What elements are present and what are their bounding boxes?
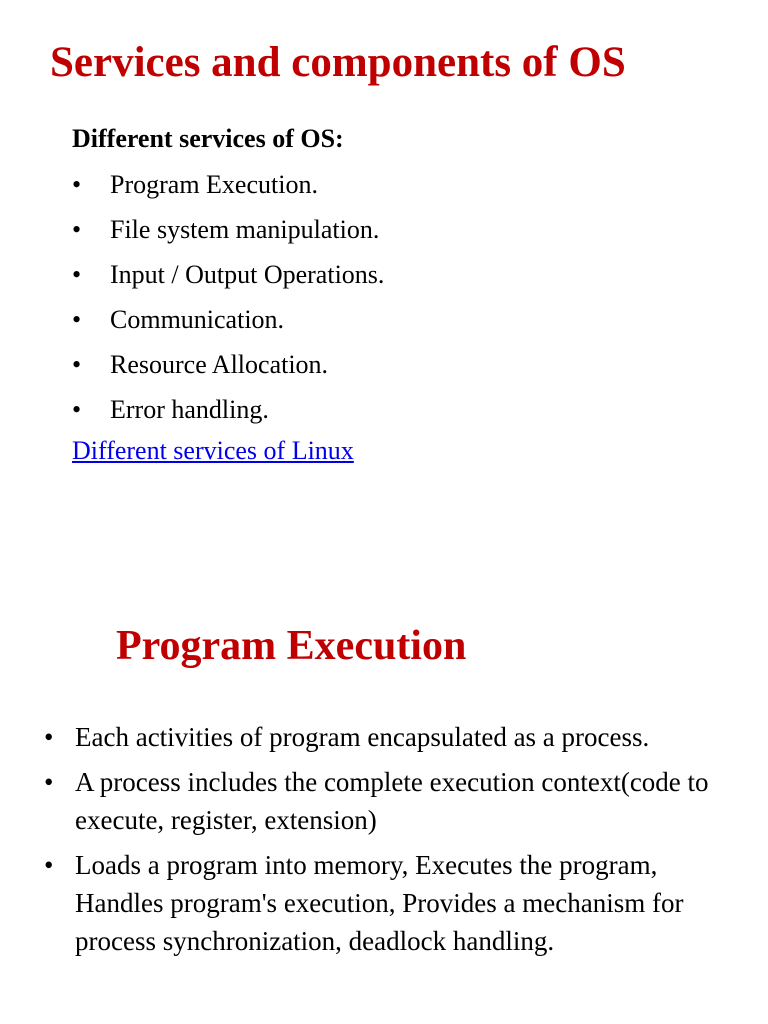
- list-item-text: Each activities of program encapsulated as a process.: [75, 722, 650, 752]
- slide-services: [0, 0, 768, 500]
- list-item: [72, 302, 384, 347]
- slide-title: Program Execution: [116, 623, 467, 669]
- bullet-icon: •: [44, 850, 54, 880]
- list-item: [72, 167, 384, 212]
- list-item: [44, 763, 744, 839]
- services-subheading: Different services of OS:: [72, 124, 344, 153]
- bullet-icon: •: [72, 260, 82, 289]
- program-execution-list: [44, 718, 744, 967]
- bullet-icon: •: [44, 722, 54, 752]
- bullet-icon: •: [72, 350, 82, 379]
- list-item-text: Loads a program into memory, Executes the program, Handles program's execution, Provides a mechanism for process synchronization, deadlock handling.: [75, 850, 684, 956]
- linux-services-link[interactable]: Different services of Linux: [72, 436, 354, 465]
- list-item-text: Communication.: [110, 305, 285, 334]
- list-item-text: Error handling.: [110, 395, 269, 424]
- bullet-icon: •: [44, 767, 54, 797]
- bullet-icon: •: [72, 395, 82, 424]
- slide-title: Services and components of OS: [50, 39, 626, 86]
- slide-program-execution: [0, 600, 768, 1024]
- list-item: [72, 212, 384, 257]
- bullet-icon: •: [72, 170, 82, 199]
- list-item: [72, 347, 384, 392]
- list-item: [72, 257, 384, 302]
- list-item: [44, 718, 744, 756]
- list-item: [72, 392, 384, 437]
- list-item-text: Resource Allocation.: [110, 350, 329, 379]
- bullet-icon: •: [72, 215, 82, 244]
- list-item-text: File system manipulation.: [110, 215, 380, 244]
- bullet-icon: •: [72, 305, 82, 334]
- list-item-text: A process includes the complete execution context(code to execute, register, extension): [75, 767, 709, 835]
- list-item: [44, 846, 744, 960]
- list-item-text: Input / Output Operations.: [110, 260, 385, 289]
- list-item-text: Program Execution.: [110, 170, 318, 199]
- services-list: [72, 167, 384, 437]
